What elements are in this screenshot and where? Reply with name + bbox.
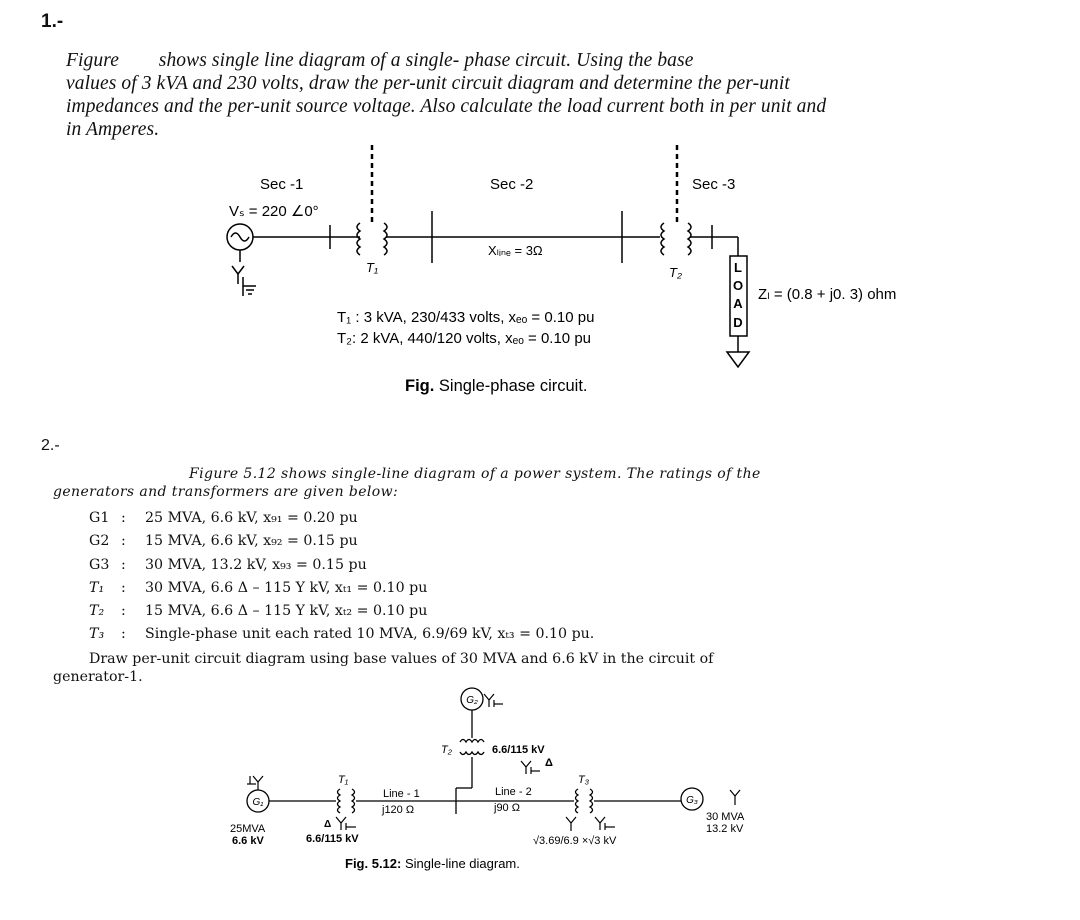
- rating-name: T₃: [89, 626, 105, 643]
- transformer-t2-icon: [661, 223, 691, 255]
- rating-name: T₂: [89, 603, 105, 620]
- wye-grounded-icon: [595, 817, 615, 830]
- t1-label: T₁: [338, 774, 349, 786]
- rating-spec: 25 MVA, 6.6 kV, x₉₁ = 0.20 pu: [145, 510, 358, 526]
- generator-g1-icon: [247, 790, 269, 812]
- g1-kv: 6.6 kV: [232, 835, 264, 847]
- load-letter: D: [733, 315, 743, 330]
- sec-2-label: Sec -2: [490, 176, 534, 193]
- rating-spec: Single-phase unit each rated 10 MVA, 6.9/69 kV, xₜ₃ = 0.10 pu.: [145, 626, 595, 643]
- ratings-list: [89, 507, 594, 647]
- wye-grounded-icon: [521, 761, 540, 774]
- load-ground-arrow-icon: [727, 352, 749, 367]
- load-letter: A: [733, 296, 743, 311]
- rating-row: T₁ : 30 MVA, 6.6 Δ – 115 Y kV, xₜ₁ = 0.10 pu: [89, 577, 594, 600]
- ground-icon: [232, 250, 256, 296]
- line-2-label: Line - 2: [495, 786, 532, 798]
- power-system-single-line-diagram: [0, 680, 1080, 915]
- load-letter: L: [734, 260, 742, 275]
- t3-rating: √3.69/6.9 ×√3 kV: [533, 835, 617, 847]
- wye-grounded-icon: [247, 776, 263, 790]
- g3-mva: 30 MVA: [706, 811, 745, 823]
- t2-spec: T₂: 2 kVA, 440/120 volts, xₑₒ = 0.10 pu: [337, 330, 592, 347]
- t1-spec: T₁ : 3 kVA, 230/433 volts, xₑₒ = 0.10 pu: [337, 309, 595, 326]
- question-2-number: 2.-: [41, 437, 60, 454]
- wye-icon: [566, 817, 576, 831]
- q1-paragraph-line: values of 3 kVA and 230 volts, draw the per-unit circuit diagram and determine the per-unit: [66, 73, 790, 94]
- t1-label: T₁: [366, 260, 379, 275]
- generator-g3-icon: [681, 788, 703, 810]
- rating-spec: 15 MVA, 6.6 Δ – 115 Y kV, xₜ₂ = 0.10 pu: [145, 603, 428, 620]
- t1-delta-symbol: Δ: [324, 819, 332, 830]
- svg-text:G₁: G₁: [252, 797, 264, 808]
- rating-name: T₁: [89, 579, 105, 596]
- rating-name: G2: [89, 533, 110, 550]
- rating-name: G3: [89, 556, 110, 573]
- sec-1-label: Sec -1: [260, 176, 304, 193]
- transformer-t1-icon: [357, 223, 387, 255]
- rating-name: G1: [89, 510, 110, 526]
- draw-instruction-line-1: Draw per-unit circuit diagram using base values of 30 MVA and 6.6 kV in the circuit of: [89, 651, 714, 667]
- sec-3-label: Sec -3: [692, 176, 736, 193]
- generator-g2-icon: [461, 688, 483, 710]
- load-impedance-label: Zₗ = (0.8 + j0. 3) ohm: [758, 286, 897, 303]
- rating-spec: 30 MVA, 13.2 kV, x₉₃ = 0.15 pu: [145, 556, 367, 573]
- q1-paragraph-line: Figure shows single line diagram of a single- phase circuit. Using the base: [66, 50, 694, 71]
- load-letter: O: [732, 278, 744, 293]
- transformer-t1-icon: [338, 789, 355, 813]
- svg-text:G₂: G₂: [466, 695, 478, 706]
- rating-row: T₃ : Single-phase unit each rated 10 MVA, 6.9/69 kV, xₜ₃ = 0.10 pu.: [89, 623, 594, 646]
- ac-source-icon: [227, 224, 253, 250]
- wye-grounded-icon: [484, 694, 503, 707]
- source-voltage-label: Vₛ = 220 ∠0°: [229, 203, 319, 220]
- transformer-t2-icon: [460, 740, 484, 755]
- rating-row: G2 : 15 MVA, 6.6 kV, x₉₂ = 0.15 pu: [89, 530, 594, 553]
- q1-paragraph-line: impedances and the per-unit source voltage. Also calculate the load current both in per unit and: [66, 96, 827, 117]
- wye-grounded-icon: [336, 817, 356, 830]
- rating-spec: 30 MVA, 6.6 Δ – 115 Y kV, xₜ₁ = 0.10 pu: [145, 579, 428, 596]
- g1-mva: 25MVA: [230, 823, 266, 835]
- t2-rating: 6.6/115 kV: [492, 744, 545, 756]
- t3-label: T₃: [578, 774, 590, 786]
- question-2-intro-line-1: Figure 5.12 shows single-line diagram of a power system. The ratings of the: [189, 466, 761, 482]
- line-1-label: Line - 1: [383, 788, 420, 800]
- line-reactance-label: Xₗᵢₙₑ = 3Ω: [488, 243, 543, 258]
- t1-rating: 6.6/115 kV: [306, 833, 359, 845]
- q1-paragraph-line: in Amperes.: [66, 119, 160, 140]
- rating-spec: 15 MVA, 6.6 kV, x₉₂ = 0.15 pu: [145, 533, 358, 550]
- line-1-impedance: j120 Ω: [382, 804, 415, 816]
- single-phase-circuit-diagram: [0, 0, 1080, 410]
- svg-text:G₃: G₃: [686, 795, 698, 806]
- wye-icon: [730, 790, 740, 805]
- t2-delta-symbol: Δ: [545, 757, 553, 769]
- transformer-t3-icon: [576, 789, 593, 813]
- rating-row: G1 : 25 MVA, 6.6 kV, x₉₁ = 0.20 pu: [89, 507, 594, 530]
- question-1-number: 1.-: [41, 11, 64, 32]
- line-2-impedance: j90 Ω: [494, 802, 520, 814]
- t2-label: T₂: [669, 265, 682, 280]
- rating-row: T₂ : 15 MVA, 6.6 Δ – 115 Y kV, xₜ₂ = 0.10 pu: [89, 600, 594, 623]
- draw-instruction-line-2: generator-1.: [53, 669, 143, 685]
- t2-label: T₂: [441, 744, 452, 756]
- question-2-intro-line-2: generators and transformers are given below:: [53, 484, 399, 500]
- g3-kv: 13.2 kV: [706, 823, 744, 835]
- figure-caption-2: Fig. 5.12: Single-line diagram.: [345, 856, 520, 871]
- rating-row: G3 : 30 MVA, 13.2 kV, x₉₃ = 0.15 pu: [89, 554, 594, 577]
- figure-caption-1: Fig. Single-phase circuit.: [405, 377, 588, 395]
